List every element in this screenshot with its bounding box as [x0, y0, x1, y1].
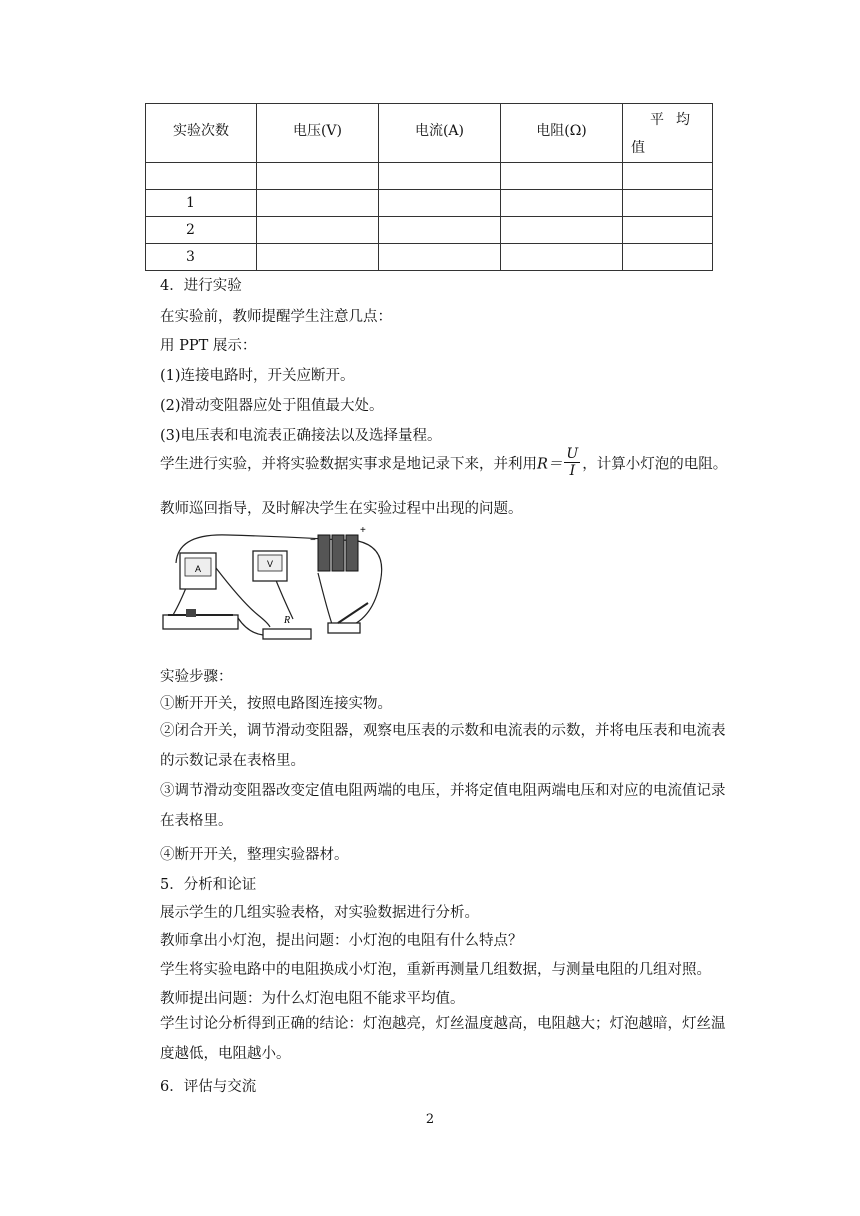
battery-cell [318, 535, 330, 571]
section6-heading: 6．评估与交流 [160, 1079, 257, 1095]
table-cell [501, 244, 623, 271]
table-cell [623, 244, 713, 271]
paragraph: 学生讨论分析得到正确的结论：灯泡越亮，灯丝温度越高，电阻越大；灯泡越暗，灯丝温度越低，电阻越小。 [160, 1016, 726, 1062]
battery-plus: + [360, 525, 366, 536]
section4-heading: 4．进行实验 [160, 278, 242, 294]
formula-text-after: ，计算小灯泡的电阻。 [582, 456, 728, 473]
table-row [146, 190, 713, 217]
paragraph: 教师巡回指导，及时解决学生在实验过程中出现的问题。 [160, 501, 523, 517]
table-row [146, 217, 713, 244]
list-item: (2)滑动变阻器应处于阻值最大处。 [160, 398, 384, 414]
table-cell [379, 190, 501, 217]
table-cell [501, 190, 623, 217]
rheostat-coil [163, 615, 238, 629]
table-cell [257, 217, 379, 244]
switch-base [328, 623, 360, 633]
resistor-body [263, 629, 311, 639]
resistor-label: R [284, 615, 291, 626]
paragraph: 用 PPT 展示： [160, 338, 257, 354]
formula-lhs: R＝ [537, 456, 563, 473]
voltmeter [253, 551, 287, 581]
paragraph: 教师拿出小灯泡，提出问题：小灯泡的电阻有什么特点？ [160, 933, 523, 949]
header-average [623, 104, 713, 163]
formula-text-before: 学生进行实验，并将实验数据实事求是地记录下来，并利用 [160, 456, 537, 473]
header-current: 电流(A) [379, 104, 501, 163]
header-resistance: 电阻(Ω) [501, 104, 623, 163]
paragraph: 教师提出问题：为什么灯泡电阻不能求平均值。 [160, 991, 465, 1007]
header-average-line2: 值 [631, 140, 645, 156]
ammeter-label: A [194, 564, 202, 574]
table-header-row [146, 104, 713, 163]
list-item: (1)连接电路时，开关应断开。 [160, 368, 355, 384]
rheostat-slider [186, 609, 196, 617]
formula-numerator: U [566, 446, 579, 462]
table-row [146, 244, 713, 271]
section5-heading: 5．分析和论证 [160, 877, 257, 893]
battery [310, 525, 366, 571]
formula-denominator: I [569, 463, 576, 479]
data-table [145, 103, 713, 271]
table-cell [257, 190, 379, 217]
formula-paragraph [160, 448, 727, 481]
table-cell [623, 163, 713, 190]
table-cell [257, 163, 379, 190]
formula-fraction [564, 446, 580, 479]
battery-minus: − [310, 535, 316, 546]
table-cell [501, 217, 623, 244]
step-item: ③调节滑动变阻器改变定值电阻两端的电压，并将定值电阻两端电压和对应的电流值记录在表格里。 [160, 783, 726, 829]
table-cell-trial [146, 163, 257, 190]
table-cell-trial: 2 [146, 217, 257, 244]
step-item: ②闭合开关，调节滑动变阻器，观察电压表的示数和电流表的示数，并将电压表和电流表的示数记录在表格里。 [160, 723, 726, 769]
table-row [146, 163, 713, 190]
table-cell-trial: 3 [146, 244, 257, 271]
voltmeter-label: V [266, 559, 274, 569]
table-cell [379, 163, 501, 190]
list-item: (3)电压表和电流表正确接法以及选择量程。 [160, 428, 442, 444]
battery-cell [346, 535, 358, 571]
switch-lever [338, 603, 368, 623]
resistor [263, 615, 311, 639]
table-cell [501, 163, 623, 190]
step-item: ①断开开关，按照电路图连接实物。 [160, 696, 392, 712]
paragraph: 学生将实验电路中的电阻换成小灯泡，重新再测量几组数据，与测量电阻的几组对照。 [160, 962, 711, 978]
header-voltage: 电压(V) [257, 104, 379, 163]
table-cell [257, 244, 379, 271]
wire [238, 618, 263, 635]
table-cell [379, 217, 501, 244]
step-item: ④断开开关，整理实验器材。 [160, 847, 349, 863]
battery-cell [332, 535, 344, 571]
header-average-line1: 平均 [650, 112, 702, 128]
table-cell [623, 190, 713, 217]
circuit-figure [158, 523, 388, 653]
header-trial: 实验次数 [146, 104, 257, 163]
paragraph: 在实验前，教师提醒学生注意几点： [160, 309, 392, 325]
paragraph: 展示学生的几组实验表格，对实验数据进行分析。 [160, 905, 479, 921]
table-cell-trial: 1 [146, 190, 257, 217]
wire [318, 573, 333, 627]
table-cell [623, 217, 713, 244]
page-number: 2 [425, 1112, 435, 1127]
ammeter [180, 553, 216, 589]
steps-heading: 实验步骤： [160, 669, 233, 685]
table-cell [379, 244, 501, 271]
